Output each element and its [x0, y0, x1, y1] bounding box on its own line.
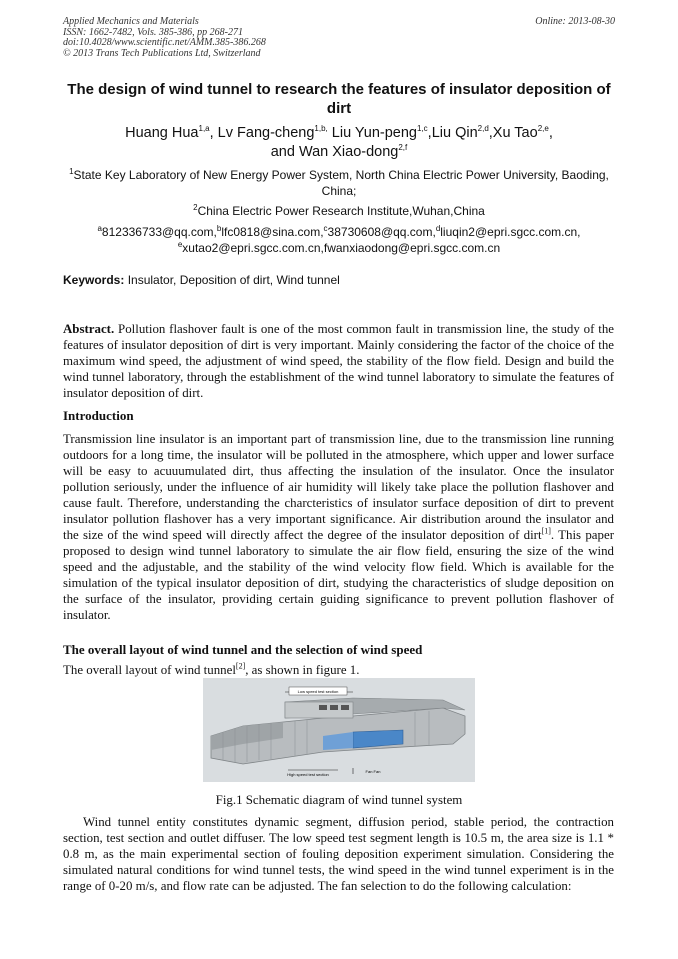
email-sup: b — [216, 224, 222, 233]
affil-text: China Electric Power Research Institute,Wuhan,China — [197, 204, 485, 218]
section-heading-introduction: Introduction — [63, 408, 134, 423]
intro-text: Transmission line insulator is an important part of transmission line, due to the transmission line running outdoors for a long time, the insulator will be polluted in the atmosphere, which upper and lower surface will be easy to acuuumulated dirt, thus affecting the insulation of the insulator. Once the insulator pollution seriously, under the influence of air humidity will likely take place the pollution flashover and cause fault. Therefore, understanding the charcteristics of insulator surface deposition of dirt to prevent insulator pollution flashover has a very important significance. Air distribution around the insulator and the size of the wind speed will directly affect the degree of the insulator deposition of dirt — [63, 432, 614, 542]
layout-sentence — [63, 662, 614, 678]
journal-name: Applied Mechanics and Materials — [63, 16, 199, 27]
citation: [2] — [235, 661, 246, 671]
email-sup: e — [177, 240, 183, 249]
affiliation-2 — [60, 203, 618, 219]
keywords-label: Keywords: — [63, 273, 125, 287]
introduction-paragraph — [63, 431, 614, 623]
online-date: Online: 2013-08-30 — [535, 16, 615, 27]
issn-line: ISSN: 1662-7482, Vols. 385-386, pp 268-271 — [63, 26, 243, 38]
author-name: , Lv Fang-cheng — [209, 125, 315, 141]
wind-tunnel-diagram — [203, 678, 475, 782]
abstract — [63, 321, 614, 401]
wind-tunnel-paragraph: Wind tunnel entity constitutes dynamic segment, diffusion period, stable period, the contraction section, test section and outlet diffuser. The low speed test segment length is 10.5 m, the area size is 1.1 * 0.8 m, as the main experimental section of fouling deposition experiment simulation. Considering the simulated natural conditions for wind tunnel tests, the wind speed in the wind tunnel experiment is in the range of 0-20 m/s, and flow rate can be adjusted. The fan selection to do the following calculation: — [63, 815, 614, 893]
author-list — [60, 124, 618, 162]
intro-text: . This paper proposed to design wind tunnel laboratory to simulate the air flow field, ensuring the size of the wind speed and the adjustable, and the stability of the wind velocity flow field. Which is available for the simulation of the typical insulator deposition of dirt, studying the characteristics of sludge deposition on the surface of the insulator, providing certain guiding significance to prevent pollution flashover of insulator. — [63, 528, 614, 622]
email-list — [60, 224, 618, 256]
wind-tunnel-figure — [203, 678, 475, 782]
journal-header — [63, 17, 266, 59]
layout-text: The overall layout of wind tunnel — [63, 663, 236, 677]
author-sup: 2,e — [537, 124, 549, 134]
abstract-text: Pollution flashover fault is one of the most common fault in transmission line, the study of the features of insulator deposition of dirt is very important. Mainly considering the factor of the choice of the maximum wind speed, the adjustment of wind speed, the stability of the flow field. Design and build the wind tunnel laboratory, through the establishment of the wind tunnel laboratory to simulate the features of insulator deposition of dirt. — [63, 322, 614, 400]
affil-text: State Key Laboratory of New Energy Power System, North China Electric Power University, Baoding, China; — [73, 168, 609, 198]
email-sup: a — [97, 224, 102, 233]
author-sup: 1,b, — [314, 124, 328, 134]
author-sep: , — [548, 125, 553, 141]
section-heading-layout: The overall layout of wind tunnel and the selection of wind speed — [63, 642, 423, 657]
figure-label-low: Low speed test section — [297, 689, 339, 694]
author-name: and Wan Xiao-dong — [270, 144, 399, 160]
abstract-label: Abstract. — [63, 322, 115, 336]
author-name: Liu Yun-peng — [327, 125, 417, 141]
keywords-text: Insulator, Deposition of dirt, Wind tunnel — [124, 273, 340, 287]
email-sup: c — [323, 224, 328, 233]
author-name: ,Liu Qin — [427, 125, 478, 141]
layout-text: , as shown in figure 1. — [245, 663, 360, 677]
copyright-line: © 2013 Trans Tech Publications Ltd, Switzerland — [63, 47, 261, 59]
author-sup: 1,a — [198, 124, 210, 134]
author-sup: 2,f — [398, 143, 408, 153]
author-sup: 1,c — [417, 124, 428, 134]
affil-num: 1 — [69, 167, 74, 176]
author-name: ,Xu Tao — [488, 125, 538, 141]
affil-num: 2 — [193, 203, 198, 212]
email: 812336733@qq.com, — [101, 225, 217, 239]
email: lfc0818@sina.com, — [221, 225, 324, 239]
email: liuqin2@epri.sgcc.com.cn, — [440, 225, 581, 239]
affiliation-1 — [60, 167, 618, 199]
paper-title: The design of wind tunnel to research the features of insulator deposition of dirt — [67, 81, 611, 117]
citation: [1] — [541, 526, 551, 536]
email: 38730608@qq.com, — [327, 225, 436, 239]
figure-caption: Fig.1 Schematic diagram of wind tunnel system — [215, 793, 463, 807]
keywords — [63, 273, 614, 287]
author-sup: 2,d — [477, 124, 489, 134]
doi-line: doi:10.4028/www.scientific.net/AMM.385-386.268 — [63, 37, 266, 48]
email-sup: d — [435, 224, 441, 233]
figure-label-high: High speed test section — [287, 772, 329, 777]
figure-label-fan: Fan Fan — [365, 769, 381, 774]
author-name: Huang Hua — [125, 125, 199, 141]
email: xutao2@epri.sgcc.com.cn,fwanxiaodong@epri.sgcc.com.cn — [182, 241, 501, 255]
